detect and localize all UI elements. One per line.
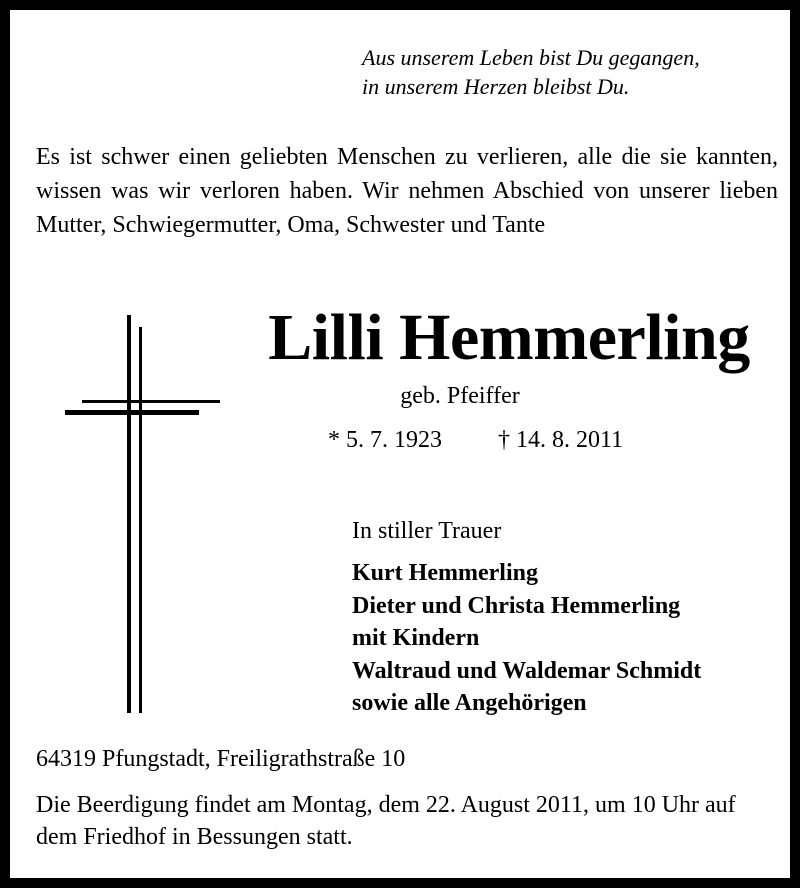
maiden-name: geb. Pfeiffer: [400, 383, 520, 409]
address: 64319 Pfungstadt, Freiligrathstraße 10: [36, 746, 406, 772]
funeral-info: Die Beerdigung findet am Montag, dem 22. August 2011, um 10 Uhr auf dem Friedhof in Bessungen statt.: [36, 792, 736, 850]
death-date: † 14. 8. 2011: [498, 427, 624, 453]
birth-date: * 5. 7. 1923: [328, 427, 442, 453]
deceased-name: Lilli Hemmerling: [268, 301, 750, 374]
life-dates: [328, 424, 728, 456]
motto-line-1: Aus unserem Leben bist Du gegangen,: [362, 45, 700, 70]
mourning-heading: In stiller Trauer: [352, 518, 502, 544]
mourners-list: [352, 557, 782, 720]
motto-line-2: in unserem Herzen bleibst Du.: [362, 74, 630, 99]
cross-icon: [55, 315, 225, 713]
mourner: Kurt Hemmerling: [352, 560, 538, 586]
mourner: mit Kindern: [352, 625, 480, 651]
mourner: Waltraud und Waldemar Schmidt: [352, 657, 702, 684]
mourner: sowie alle Angehörigen: [352, 690, 587, 716]
mourner: Dieter und Christa Hemmerling: [352, 592, 681, 619]
motto: [362, 43, 782, 101]
intro-text: Es ist schwer einen geliebten Menschen zu verlieren, alle die sie kannten, wissen was wir verloren haben. Wir nehmen Abschied von unserer lieben Mutter, Schwiegermutter, Oma, Schwester und Tante: [36, 144, 778, 238]
